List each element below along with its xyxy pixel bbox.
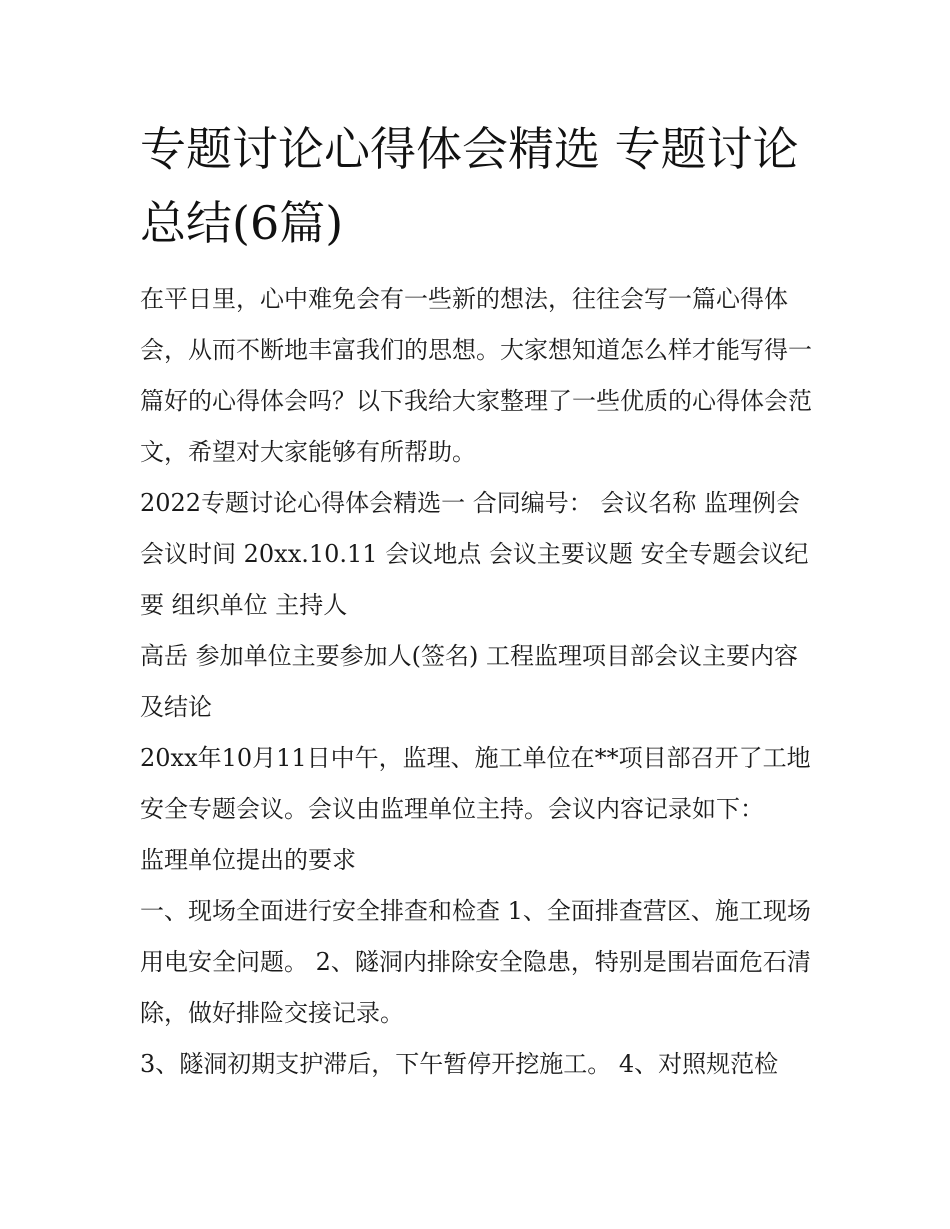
meeting-info-paragraph: 2022专题讨论心得体会精选一 合同编号： 会议名称 监理例会 会议时间 20xx.10.11 会议地点 会议主要议题 安全专题会议纪要 组织单位 主持人: [140, 489, 809, 619]
section-heading-paragraph: 监理单位提出的要求: [140, 846, 356, 874]
document-body: [140, 274, 820, 1090]
intro-paragraph: 在平日里，心中难免会有一些新的想法，往往会写一篇心得体会，从而不断地丰富我们的思想。大家想知道怎么样才能写得一篇好的心得体会吗？以下我给大家整理了一些优质的心得体会范文，希望对大家能够有所帮助。: [140, 285, 812, 466]
participants-paragraph: 高岳 参加单位主要参加人(签名) 工程监理项目部会议主要内容及结论: [140, 642, 798, 721]
document-title: 专题讨论心得体会精选 专题讨论总结(6篇): [140, 122, 799, 250]
inspection-items-paragraph: 一、现场全面进行安全排查和检查 1、全面排查营区、施工现场用电安全问题。 2、隧洞内排除安全隐患，特别是围岩面危石清除，做好排险交接记录。: [140, 897, 811, 1027]
support-items-paragraph: 3、隧洞初期支护滞后，下午暂停开挖施工。 4、对照规范检: [140, 1050, 779, 1078]
meeting-record-paragraph: 20xx年10月11日中午，监理、施工单位在**项目部召开了工地安全专题会议。会议由监理单位主持。会议内容记录如下：: [140, 744, 811, 823]
